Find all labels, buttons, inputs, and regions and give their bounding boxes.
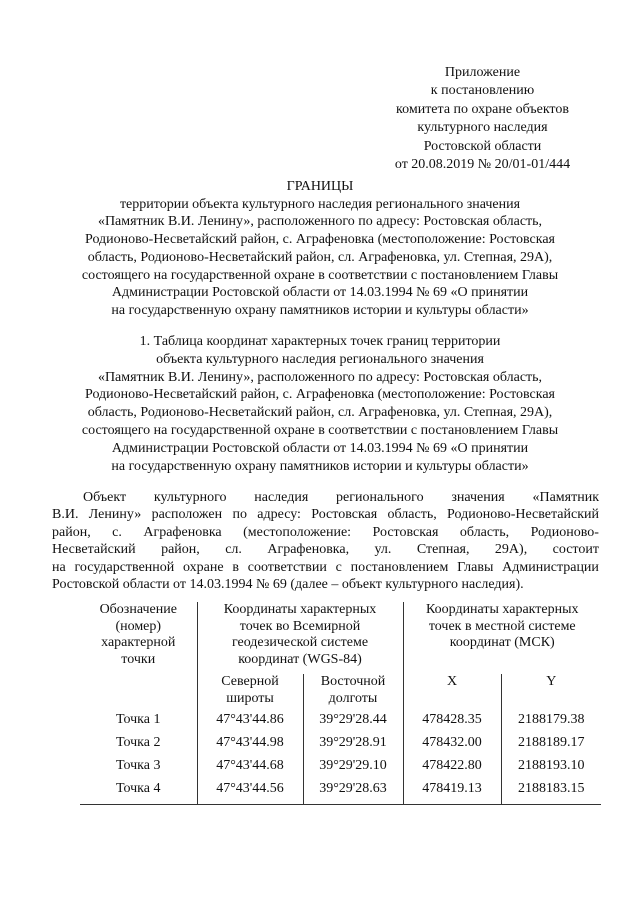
cell-east: 39°29'28.91 <box>303 735 403 758</box>
intro-word: район, <box>52 524 91 540</box>
caption-line: Администрации Ростовской области от 14.03.1994 № 69 «О принятии <box>111 440 529 456</box>
intro-line <box>52 559 599 576</box>
intro-word: наследия <box>254 490 309 505</box>
cell-north: 47°43'44.56 <box>197 781 303 805</box>
cell-point: Точка 3 <box>80 758 197 781</box>
header-text: координат (МСК) <box>449 635 555 650</box>
intro-word: Ростовская <box>311 507 378 523</box>
intro-word: область, <box>459 524 510 540</box>
table-row <box>80 781 601 805</box>
cell-east: 39°29'28.44 <box>303 712 403 735</box>
intro-word: В.И. <box>52 507 79 523</box>
intro-line: Ростовской области от 14.03.1994 № 69 (далее – объект культурного наследия). <box>52 577 524 593</box>
intro-word: Родионово-Несветайский <box>447 507 599 523</box>
cell-north: 47°43'44.68 <box>197 758 303 781</box>
cell-y: 2188183.15 <box>501 781 601 805</box>
appendix-header <box>360 64 605 174</box>
intro-word: область, <box>387 507 437 523</box>
header-text: геодезической системе <box>231 635 369 650</box>
intro-word: адресу: <box>257 507 301 523</box>
header-text: координат (WGS-84) <box>238 651 362 667</box>
cell-x: 478428.35 <box>403 712 501 735</box>
header-msk <box>403 602 601 674</box>
intro-word: (местоположение: <box>243 524 352 540</box>
appendix-line: от 20.08.2019 № 20/01-01/444 <box>394 157 571 173</box>
intro-word: район, <box>161 542 200 558</box>
title-line: состоящего на государственной охране в соответствии с постановлением Главы <box>81 267 559 283</box>
header-text: Северной <box>221 674 279 689</box>
appendix-line: Приложение <box>444 65 521 80</box>
appendix-line: к постановлению <box>430 83 535 99</box>
appendix-line: Ростовской области <box>423 138 542 154</box>
caption-line: 1. Таблица координат характерных точек границ территории <box>139 334 501 349</box>
intro-word: с. <box>112 524 122 540</box>
caption-line: «Памятник В.И. Ленину», расположенного по адресу: Ростовская область, <box>97 369 543 385</box>
intro-line <box>52 541 599 558</box>
intro-line <box>52 506 599 523</box>
intro-word: по <box>232 507 247 523</box>
cell-point: Точка 2 <box>80 735 197 758</box>
intro-word: расположен <box>151 507 223 523</box>
cell-east: 39°29'29.10 <box>303 758 403 781</box>
intro-word: «Памятник <box>532 490 599 505</box>
table-row <box>80 735 601 758</box>
intro-word: ул. <box>374 542 392 558</box>
intro-word: регионального <box>336 490 424 505</box>
header-text: Обозначение <box>99 602 177 617</box>
header-text: Координаты характерных <box>223 602 377 617</box>
intro-word: Объект <box>83 490 127 505</box>
title-line: на государственную охрану памятников истории и культуры области» <box>111 302 529 318</box>
cell-y: 2188179.38 <box>518 712 585 727</box>
caption-line: состоящего на государственной охране в соответствии с постановлением Главы <box>81 422 559 438</box>
header-text: точки <box>121 651 156 667</box>
title-line: «Памятник В.И. Ленину», расположенного по адресу: Ростовская область, <box>97 214 543 230</box>
header-east <box>303 674 403 712</box>
intro-word: охране <box>183 559 224 575</box>
caption-line: объекта культурного наследия регионального значения <box>156 351 484 367</box>
header-text: точек во Всемирной <box>239 618 361 634</box>
appendix-line: культурного наследия <box>417 120 548 136</box>
title-line: территории объекта культурного наследия регионального значения <box>119 196 521 212</box>
intro-word: Ростовская <box>372 524 439 540</box>
cell-y: 2188189.17 <box>518 735 585 750</box>
cell-y: 2188193.10 <box>518 758 585 773</box>
header-text: точек в местной системе <box>428 618 576 634</box>
header-x: X <box>403 674 501 712</box>
cell-x: 478419.13 <box>403 781 501 805</box>
cell-x: 478422.80 <box>403 758 501 781</box>
header-wgs <box>197 602 403 674</box>
intro-word: в <box>232 559 239 575</box>
intro-word: сл. <box>225 542 242 558</box>
header-text: характерной <box>101 635 176 650</box>
header-text: Восточной <box>320 674 386 689</box>
intro-line <box>52 524 599 541</box>
cell-north: 47°43'44.98 <box>197 735 303 758</box>
intro-word: Аграфеновка <box>143 524 222 540</box>
header-text: широты <box>226 690 274 706</box>
intro-word: значения <box>451 490 505 505</box>
intro-word: на <box>52 559 66 575</box>
title-heading: ГРАНИЦЫ <box>286 179 354 194</box>
intro-word: Родионово- <box>530 524 599 540</box>
header-text: (номер) <box>115 618 162 634</box>
caption-line: на государственную охрану памятников истории и культуры области» <box>111 458 529 474</box>
header-text: долготы <box>328 690 378 706</box>
header-point <box>80 602 197 712</box>
table-row <box>80 712 601 735</box>
title-line: область, Родионово-Несветайский район, сл. Аграфеновка, ул. Степная, 29А), <box>87 249 553 265</box>
intro-word: Главы <box>457 559 494 575</box>
intro-word: Администрации <box>502 559 599 575</box>
table-row <box>80 758 601 781</box>
intro-word: государственной <box>74 559 175 575</box>
cell-east: 39°29'28.63 <box>303 781 403 805</box>
caption-line: Родионово-Несветайский район, с. Аграфеновка (местоположение: Ростовская <box>85 387 555 403</box>
intro-word: постановлением <box>350 559 449 575</box>
intro-line <box>52 489 599 506</box>
intro-word: 29А), <box>494 542 528 558</box>
header-text: Координаты характерных <box>425 602 579 617</box>
document-title <box>40 178 600 320</box>
cell-point: Точка 1 <box>80 712 197 735</box>
cell-north: 47°43'44.86 <box>197 712 303 735</box>
intro-paragraph <box>52 489 599 593</box>
header-y: Y <box>546 674 557 689</box>
header-north <box>197 674 303 712</box>
intro-word: соответствии <box>247 559 327 575</box>
intro-word: с <box>335 559 342 575</box>
table-caption <box>40 333 600 475</box>
intro-word: Ленину» <box>88 507 142 523</box>
caption-line: область, Родионово-Несветайский район, сл. Аграфеновка, ул. Степная, 29А), <box>87 405 553 421</box>
intro-word: культурного <box>153 490 227 505</box>
appendix-line: комитета по охране объектов <box>396 101 569 117</box>
cell-point: Точка 4 <box>80 781 197 805</box>
coordinates-table <box>80 602 601 805</box>
intro-word: Аграфеновка, <box>267 542 350 558</box>
cell-x: 478432.00 <box>403 735 501 758</box>
title-line: Администрации Ростовской области от 14.03.1994 № 69 «О принятии <box>111 285 529 301</box>
intro-word: состоит <box>552 542 599 558</box>
intro-word: Несветайский <box>52 542 136 558</box>
intro-word: Степная, <box>416 542 470 558</box>
title-line: Родионово-Несветайский район, с. Аграфеновка (местоположение: Ростовская <box>85 232 555 248</box>
